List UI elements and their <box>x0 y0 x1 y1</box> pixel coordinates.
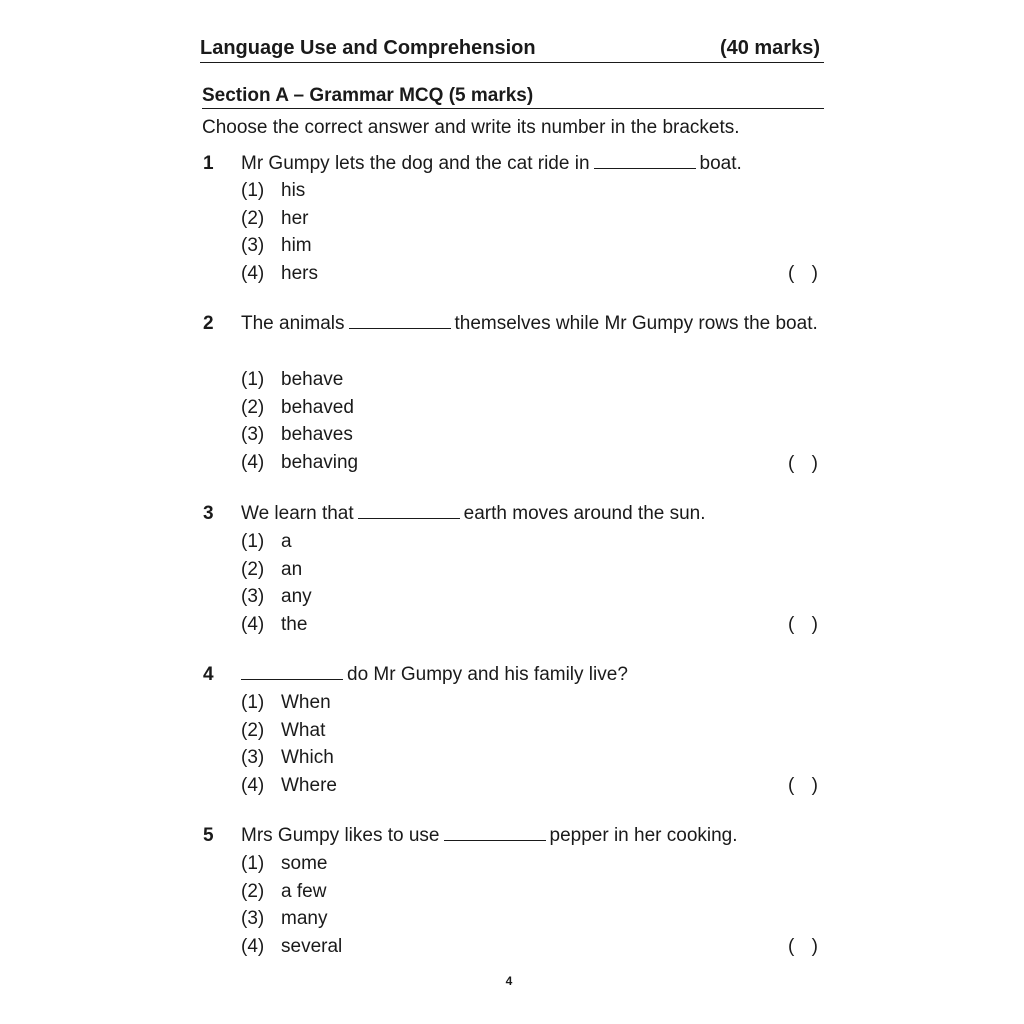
section-title: Section A – Grammar MCQ (5 marks) <box>202 85 534 106</box>
option-text: several <box>281 936 343 958</box>
option-label: (1) <box>241 180 265 201</box>
option-text: Where <box>281 775 337 797</box>
question-number: 3 <box>203 503 214 524</box>
options-list <box>241 528 641 639</box>
option-3 <box>241 232 641 260</box>
option-3 <box>241 583 641 611</box>
option-label: (2) <box>241 396 265 418</box>
question-number: 2 <box>203 313 214 334</box>
page-number: 4 <box>505 974 513 988</box>
option-text: What <box>281 719 326 741</box>
option-1 <box>241 177 641 205</box>
section-heading <box>202 84 824 109</box>
options-list <box>241 689 641 800</box>
option-label: (4) <box>241 614 265 636</box>
stem-text-after: pepper in her cooking. <box>549 825 738 846</box>
option-label: (2) <box>241 880 265 902</box>
question-stem <box>241 661 821 689</box>
option-text: Which <box>281 747 334 769</box>
option-text: behaving <box>281 452 359 474</box>
option-label: (1) <box>241 853 265 874</box>
question-stem <box>241 310 821 338</box>
option-1 <box>241 366 641 394</box>
option-label: (3) <box>241 424 265 446</box>
answer-blank <box>594 150 696 169</box>
option-4 <box>241 933 641 961</box>
option-label: (4) <box>241 452 265 474</box>
option-label: (1) <box>241 531 265 552</box>
option-1 <box>241 689 641 717</box>
stem-text-before: The animals <box>241 313 345 334</box>
option-label: (2) <box>241 207 265 229</box>
question-stem <box>241 500 821 528</box>
paper-title: Language Use and Comprehension <box>200 37 536 59</box>
option-3 <box>241 744 641 772</box>
option-2 <box>241 717 641 745</box>
question-number: 5 <box>203 825 214 846</box>
answer-bracket[interactable]: ( ) <box>788 936 818 957</box>
option-4 <box>241 449 641 477</box>
option-4 <box>241 772 641 800</box>
option-text: hers <box>281 263 318 285</box>
answer-blank <box>241 661 343 680</box>
stem-text-after: do Mr Gumpy and his family live? <box>347 664 628 685</box>
option-text: behaved <box>281 396 354 418</box>
stem-text-before: Mr Gumpy lets the dog and the cat ride in <box>241 153 590 174</box>
paper-header <box>200 36 824 63</box>
option-3 <box>241 905 641 933</box>
answer-bracket[interactable]: ( ) <box>788 263 818 284</box>
option-text: a <box>281 531 292 552</box>
option-2 <box>241 205 641 233</box>
question-stem <box>241 822 821 850</box>
options-list <box>241 177 641 288</box>
option-label: (3) <box>241 908 265 930</box>
option-text: a few <box>281 880 327 902</box>
stem-text-after: themselves while Mr Gumpy rows the boat. <box>454 313 818 334</box>
option-1 <box>241 850 641 878</box>
option-text: some <box>281 853 328 874</box>
option-text: his <box>281 180 306 201</box>
option-text: many <box>281 908 328 930</box>
option-4 <box>241 611 641 639</box>
answer-blank <box>358 500 460 519</box>
option-label: (1) <box>241 692 265 713</box>
question-number: 1 <box>203 153 214 174</box>
option-label: (3) <box>241 586 265 608</box>
answer-bracket[interactable]: ( ) <box>788 775 818 796</box>
answer-bracket[interactable]: ( ) <box>788 453 818 474</box>
option-2 <box>241 878 641 906</box>
option-2 <box>241 394 641 422</box>
option-text: the <box>281 614 308 636</box>
total-marks: (40 marks) <box>719 37 820 59</box>
options-list <box>241 850 641 961</box>
option-text: an <box>281 558 303 580</box>
question-number: 4 <box>203 664 214 685</box>
option-text: When <box>281 692 331 713</box>
answer-bracket[interactable]: ( ) <box>788 614 818 635</box>
question-stem <box>241 150 821 178</box>
option-text: behave <box>281 369 344 390</box>
option-label: (4) <box>241 775 265 797</box>
answer-blank <box>444 822 546 841</box>
options-list <box>241 366 641 477</box>
option-2 <box>241 556 641 584</box>
stem-text-before: Mrs Gumpy likes to use <box>241 825 440 846</box>
option-label: (3) <box>241 235 265 257</box>
answer-blank <box>349 310 451 329</box>
option-label: (2) <box>241 719 265 741</box>
option-text: behaves <box>281 424 353 446</box>
option-3 <box>241 421 641 449</box>
option-label: (3) <box>241 747 265 769</box>
option-label: (4) <box>241 263 265 285</box>
option-label: (4) <box>241 936 265 958</box>
option-label: (2) <box>241 558 265 580</box>
stem-text-after: earth moves around the sun. <box>463 503 706 524</box>
option-4 <box>241 260 641 288</box>
option-text: her <box>281 207 309 229</box>
instructions: Choose the correct answer and write its number in the brackets. <box>202 117 740 138</box>
stem-text-before: We learn that <box>241 503 354 524</box>
option-label: (1) <box>241 369 265 390</box>
option-text: him <box>281 235 312 257</box>
stem-text-after: boat. <box>699 153 742 174</box>
option-text: any <box>281 586 312 608</box>
option-1 <box>241 528 641 556</box>
